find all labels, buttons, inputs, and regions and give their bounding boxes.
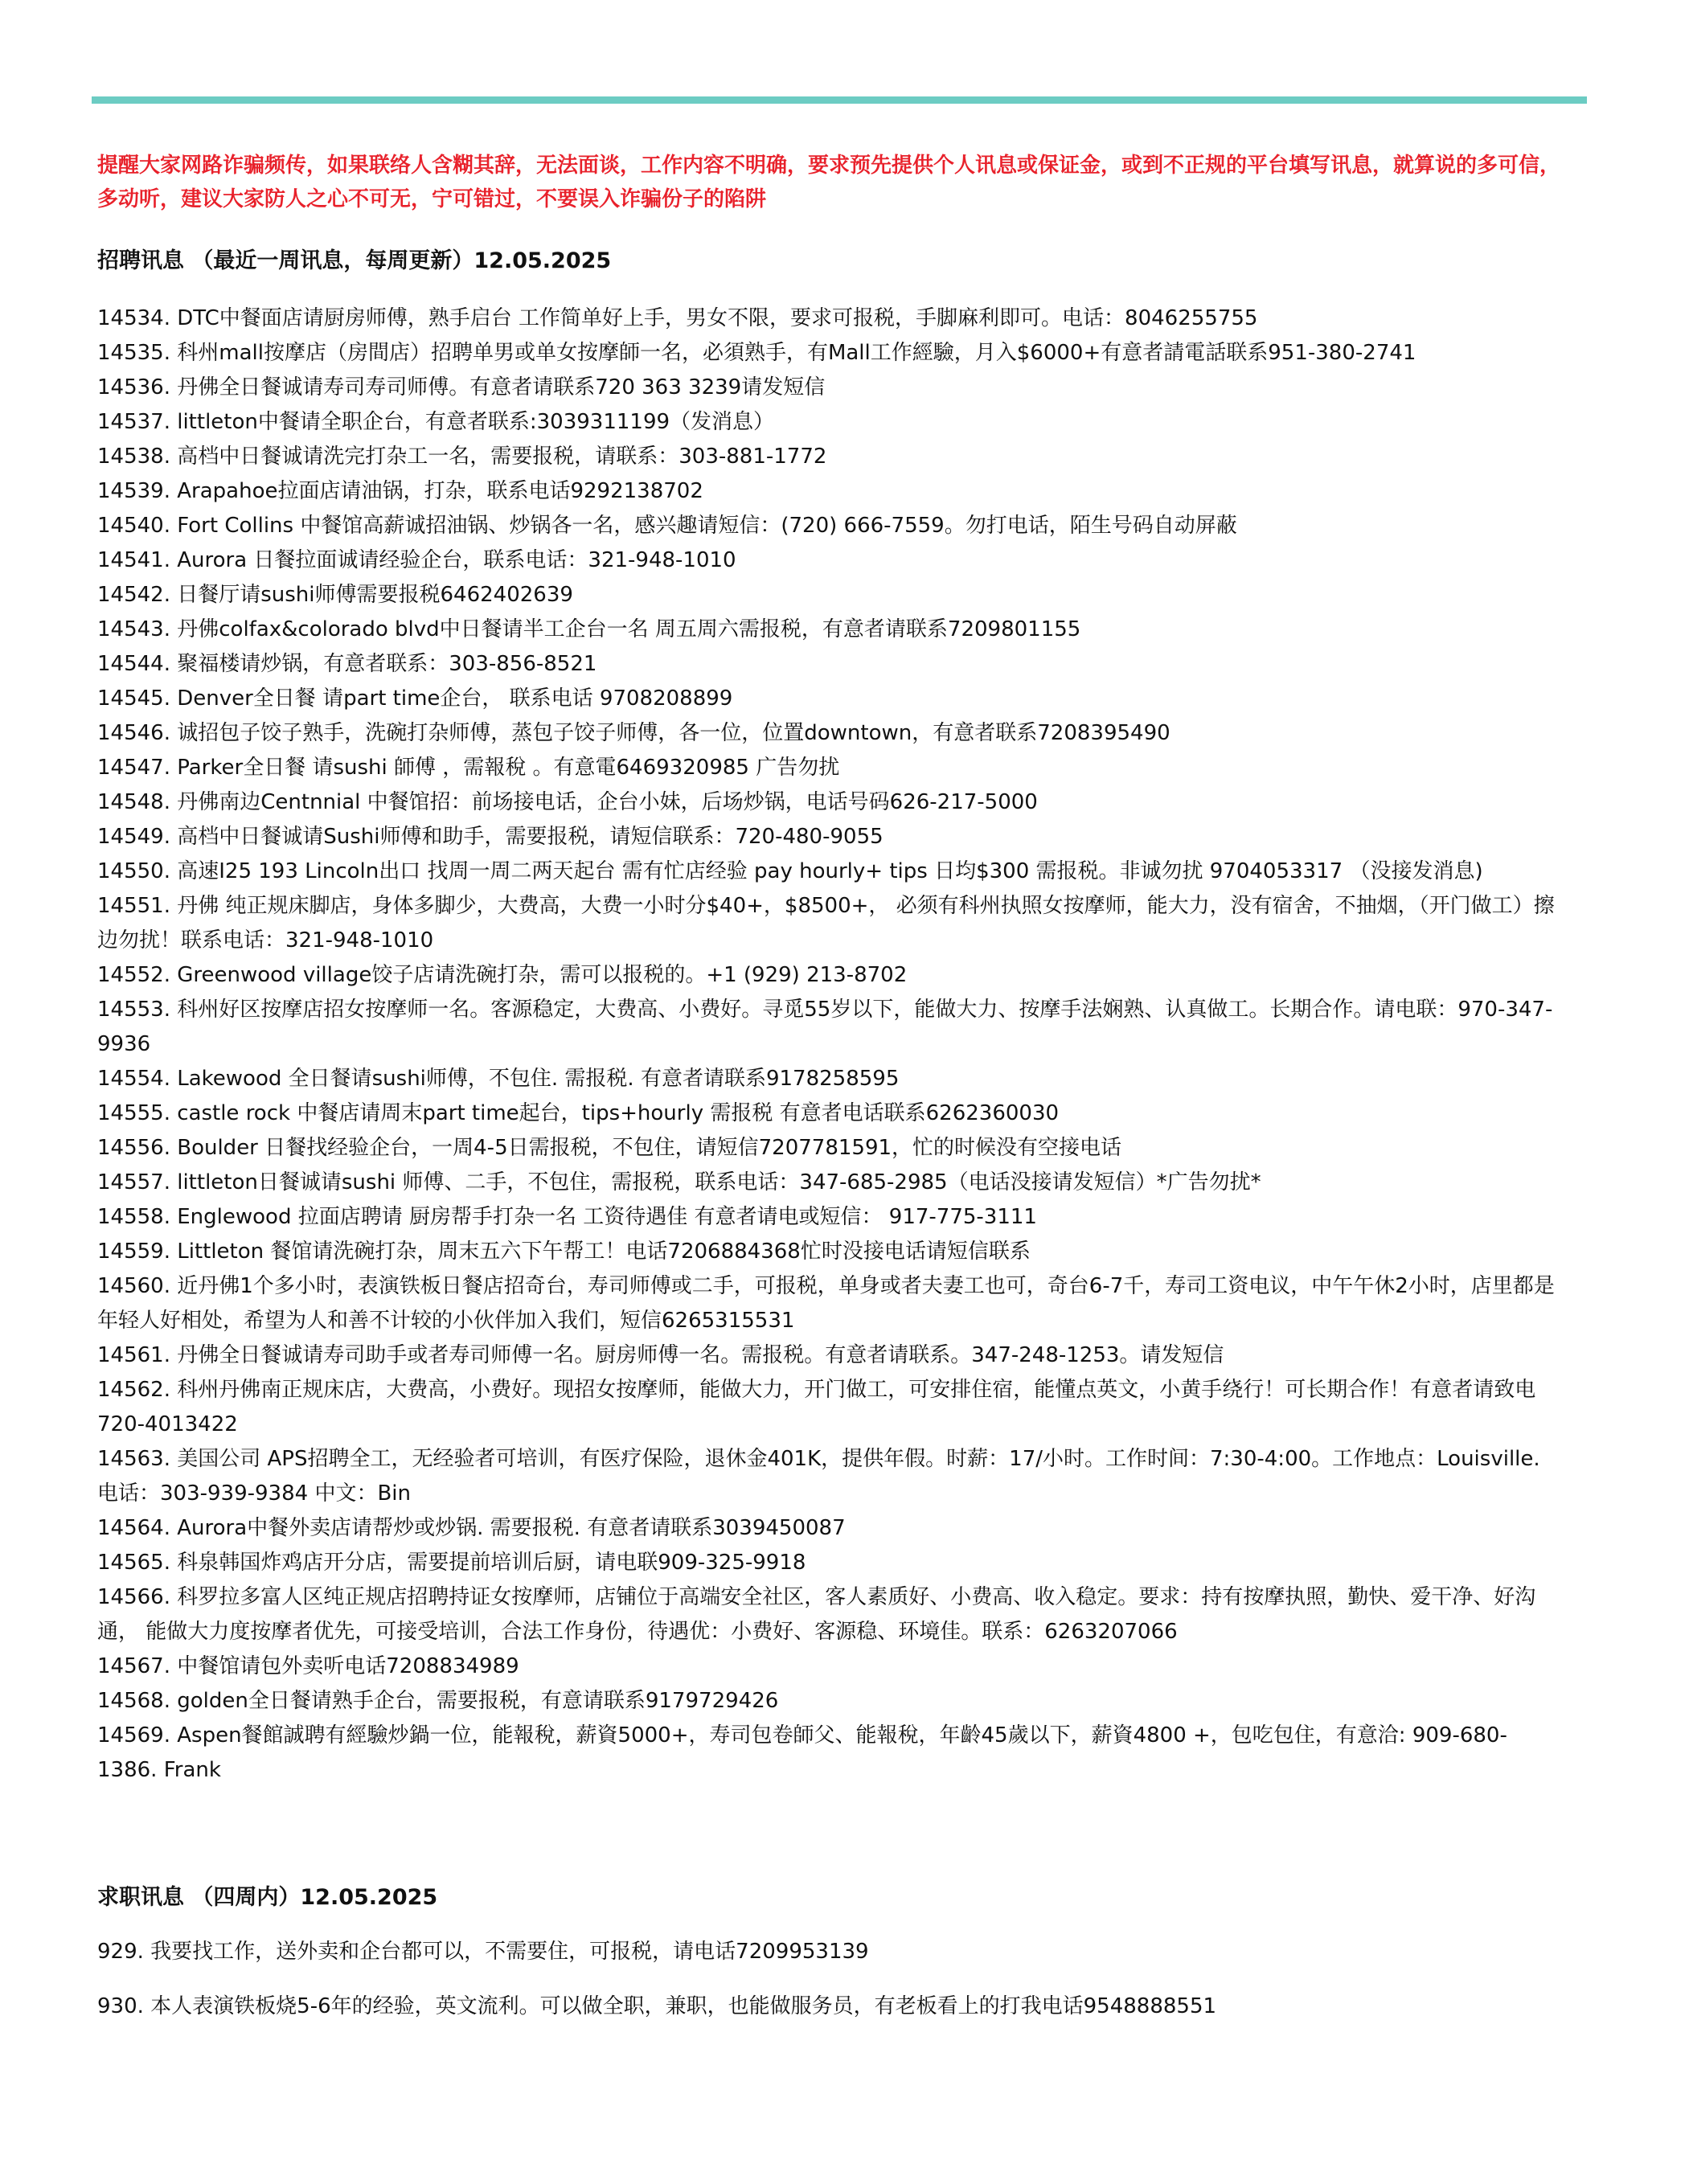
job-listing-item: 14543. 丹佛colfax&colorado blvd中日餐请半工企台一名 周五周六需报税，有意者请联系7209801155: [97, 617, 1081, 641]
job-listing-item: 14559. Littleton 餐馆请洗碗打杂，周末五六下午帮工！电话7206884368忙时没接电话请短信联系: [97, 1240, 1031, 1264]
job-listing-item: 14563. 美国公司 APS招聘全工，无经验者可培训，有医疗保险，退休金401K，提供年假。时薪：17/小时。工作时间：7:30-4:00。工作地点：Louisville.电话：303-939-9384 中文：Bin: [97, 1447, 1540, 1506]
job-listing-item: 14560. 近丹佛1个多小时，表演铁板日餐店招奇台，寿司师傅或二手，可报税，单身或者夫妻工也可，奇台6-7千，寿司工资电议，中午午休2小时，店里都是年轻人好相处，希望为人和善不计较的小伙伴加入我们，短信6265315531: [97, 1274, 1555, 1333]
top-divider: [92, 96, 1587, 104]
job-listing-item: 14542. 日餐厅请sushi师傅需要报税6462402639: [97, 583, 573, 607]
job-listing-item: 14551. 丹佛 纯正规床脚店，身体多脚少，大费高，大费一小时分$40+，$8500+， 必须有科州执照女按摩师，能大力，没有宿舍，不抽烟，（开门做工）擦边勿扰！联系电话：321-948-1010: [97, 894, 1555, 953]
job-listing-item: 14567. 中餐馆请包外卖听电话7208834989: [97, 1654, 519, 1678]
job-listing-item: 14550. 高速I25 193 Lincoln出口 找周一周二两天起台 需有忙店经验 pay hourly+ tips 日均$300 需报税。非诚勿扰 9704053317 （没接发消息): [97, 859, 1483, 883]
job-listing-item: 14534. DTC中餐面店请厨房师傅，熟手启台 工作简单好上手，男女不限，要求可报税，手脚麻利即可。电话：8046255755: [97, 306, 1258, 330]
job-listing-item: 14566. 科罗拉多富人区纯正规店招聘持证女按摩师，店铺位于高端安全社区，客人素质好、小费高、收入稳定。要求：持有按摩执照，勤快、爱干净、好沟通， 能做大力度按摩者优先，可接受培训，合法工作身份，待遇优：小费好、客源稳、环境佳。联系：6263207066: [97, 1585, 1536, 1644]
job-listing-item: 14539. Arapahoe拉面店请油锅，打杂，联系电话9292138702: [97, 479, 703, 503]
job-listing-item: 14555. castle rock 中餐店请周末part time起台，tips+hourly 需报税 有意者电话联系6262360030: [97, 1101, 1060, 1125]
job-listing-item: 14548. 丹佛南边Centnnial 中餐馆招：前场接电话，企台小妹，后场炒锅，电话号码626-217-5000: [97, 790, 1038, 814]
job-listing-item: 14564. Aurora中餐外卖店请帮炒或炒锅. 需要报税. 有意者请联系3039450087: [97, 1516, 846, 1540]
content: [97, 149, 1560, 2044]
job-listing-item: 14568. golden全日餐请熟手企台，需要报税，有意请联系9179729426: [97, 1689, 779, 1713]
job-seeking-heading: 求职讯息 （四周内）12.05.2025: [97, 1885, 438, 1910]
job-listing-item: 14549. 高档中日餐诚请Sushi师傅和助手，需要报税，请短信联系：720-480-9055: [97, 825, 883, 849]
job-listing-item: 14535. 科州mall按摩店（房間店）招聘单男或单女按摩師一名，必須熟手，有Mall工作經驗，月入$6000+有意者請電話联系951-380-2741: [97, 341, 1416, 365]
job-listing-item: 14538. 高档中日餐诚请洗完打杂工一名，需要报税，请联系：303-881-1772: [97, 445, 827, 469]
job-listing-item: 14562. 科州丹佛南正规床店，大费高，小费好。现招女按摩师，能做大力，开门做工，可安排住宿，能懂点英文，小黄手绕行！可长期合作！有意者请致电 720-4013422: [97, 1378, 1536, 1436]
job-seeking-list: [97, 1935, 1560, 2024]
job-listing-item: 14544. 聚福楼请炒锅，有意者联系：303-856-8521: [97, 652, 597, 676]
job-listing-item: 14561. 丹佛全日餐诚请寿司助手或者寿司师傅一名。厨房师傅一名。需报税。有意者请联系。347-248-1253。请发短信: [97, 1343, 1224, 1367]
job-listing-item: 14536. 丹佛全日餐诚请寿司寿司师傅。有意者请联系720 363 3239请发短信: [97, 375, 826, 400]
job-listing-item: 14556. Boulder 日餐找经验企台，一周4-5日需报税，不包住，请短信7207781591，忙的时候没有空接电话: [97, 1136, 1122, 1160]
job-listing-item: 14547. Parker全日餐 请sushi 師傅 ，需報稅 。有意電6469320985 广告勿扰: [97, 756, 840, 780]
jobs-heading: 招聘讯息 （最近一周讯息，每周更新）12.05.2025: [97, 248, 612, 273]
jobs-list: [97, 301, 1560, 1788]
job-listing-item: 14557. littleton日餐诚请sushi 师傅、二手，不包住，需报税，联系电话：347-685-2985（电话没接请发短信）*广告勿扰*: [97, 1170, 1261, 1194]
job-listing-item: 14569. Aspen餐館誠聘有經驗炒鍋一位，能報稅，薪資5000+，寿司包卷師父、能報稅，年齡45歲以下，薪資4800 +，包吃包住，有意洽: 909-680-1386. Frank: [97, 1723, 1507, 1782]
job-listing-item: 14558. Englewood 拉面店聘请 厨房帮手打杂一名 工资待遇佳 有意者请电或短信： 917-775-3111: [97, 1205, 1037, 1229]
fraud-warning: 提醒大家网路诈骗频传，如果联络人含糊其辞，无法面谈，工作内容不明确，要求预先提供个人讯息或保证金，或到不正规的平台填写讯息，就算说的多可信，多动听，建议大家防人之心不可无，宁可错过，不要误入诈骗份子的陷阱: [97, 154, 1561, 211]
job-listing-item: 14553. 科州好区按摩店招女按摩师一名。客源稳定，大费高、小费好。寻觅55岁以下，能做大力、按摩手法娴熟、认真做工。长期合作。请电联：970-347-9936: [97, 998, 1553, 1056]
job-listing-item: 14546. 诚招包子饺子熟手，洗碗打杂师傅，蒸包子饺子师傅，各一位，位置downtown，有意者联系7208395490: [97, 721, 1170, 745]
job-listing-item: 14554. Lakewood 全日餐请sushi师傅，不包住. 需报税. 有意者请联系9178258595: [97, 1067, 900, 1091]
job-listing-item: 14552. Greenwood village饺子店请洗碗打杂，需可以报税的。+1 (929) 213-8702: [97, 963, 908, 987]
job-listing-item: 14565. 科泉韩国炸鸡店开分店，需要提前培训后厨，请电联909-325-9918: [97, 1551, 806, 1575]
job-listing-item: 14541. Aurora 日餐拉面诚请经验企台，联系电话：321-948-1010: [97, 548, 736, 572]
job-seeking-item: 930. 本人表演铁板烧5-6年的经验，英文流利。可以做全职，兼职，也能做服务员，有老板看上的打我电话9548888551: [97, 1994, 1217, 2018]
job-listing-item: 14537. littleton中餐请全职企台，有意者联系:3039311199（发消息）: [97, 410, 775, 434]
job-seeking-item: 929. 我要找工作，送外卖和企台都可以，不需要住，可报税，请电话7209953139: [97, 1940, 869, 1964]
job-listing-item: 14545. Denver全日餐 请part time企台， 联系电话 9708208899: [97, 686, 733, 711]
job-listing-item: 14540. Fort Collins 中餐馆高薪诚招油锅、炒锅各一名，感兴趣请短信：(720) 666-7559。勿打电话，陌生号码自动屏蔽: [97, 514, 1237, 538]
